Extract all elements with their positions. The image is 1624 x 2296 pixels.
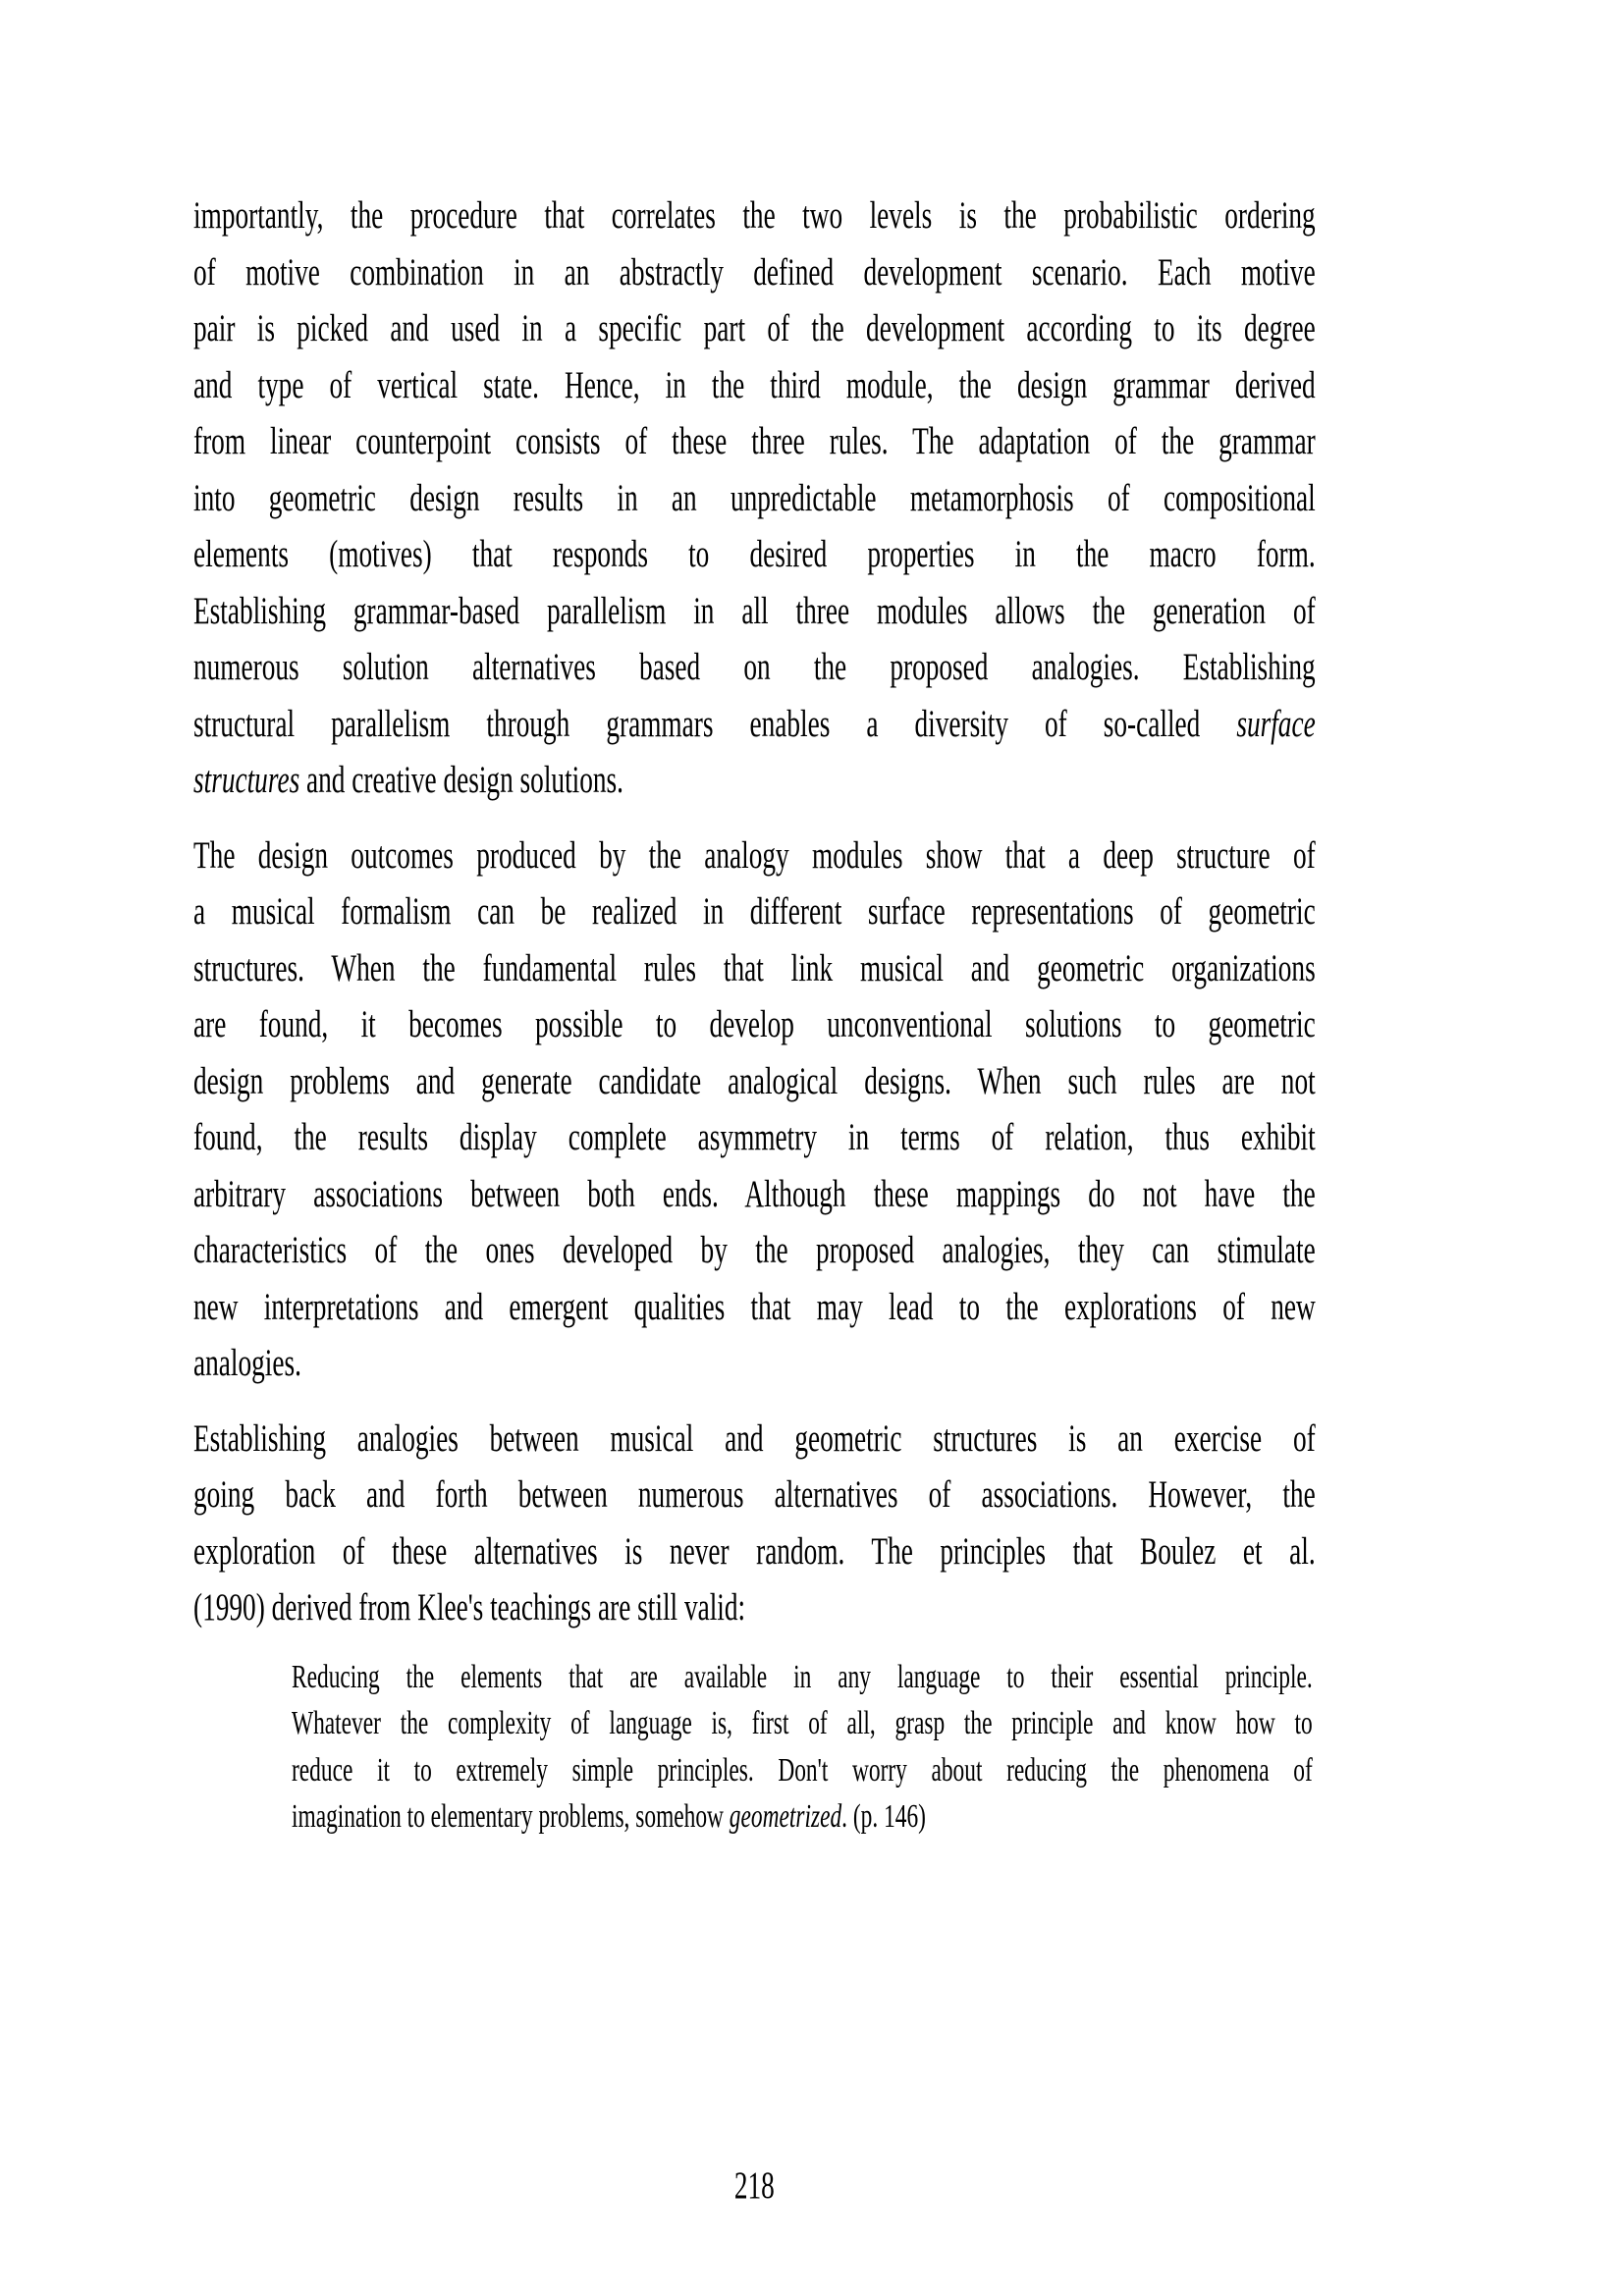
text-run: new interpretations and emergent qualities that may lead to the explorations of new bbox=[193, 1284, 1316, 1328]
text-run: of motive combination in an abstractly defined development scenario. Each motive bbox=[193, 249, 1316, 294]
paragraph bbox=[193, 184, 1316, 805]
text-run: arbitrary associations between both ends. Although these mappings do not have the bbox=[193, 1171, 1316, 1215]
text-run: structures. When the fundamental rules that link musical and geometric organizations bbox=[193, 945, 1316, 989]
italic-text: structures bbox=[193, 758, 300, 801]
text-run: Reducing the elements that are available in any language to their essential principle. bbox=[292, 1658, 1313, 1695]
text-run: The design outcomes produced by the analogy modules show that a deep structure of bbox=[193, 832, 1316, 877]
text-line bbox=[292, 1744, 1313, 1796]
text-line bbox=[193, 748, 1316, 811]
text-line bbox=[193, 522, 1316, 585]
text-run: going back and forth between numerous alternatives of associations. However, the bbox=[193, 1472, 1316, 1516]
text-line bbox=[193, 936, 1316, 999]
text-run: found, the results display complete asymmetry in terms of relation, thus exhibit bbox=[193, 1115, 1316, 1158]
text-run: importantly, the procedure that correlates the two levels is the probabilistic ordering bbox=[193, 193, 1316, 237]
text-line bbox=[193, 353, 1316, 416]
text-run: from linear counterpoint consists of these three rules. The adaptation of the grammar bbox=[193, 419, 1316, 462]
italic-text: surface bbox=[1236, 701, 1316, 745]
text-line bbox=[193, 635, 1316, 698]
text-line bbox=[193, 692, 1316, 755]
text-line bbox=[193, 409, 1316, 472]
text-run: imagination to elementary problems, somehow bbox=[292, 1797, 730, 1835]
page-number: 218 bbox=[733, 2163, 775, 2207]
text-run: characteristics of the ones developed by the proposed analogies, they can stimulate bbox=[193, 1228, 1316, 1271]
text-line bbox=[193, 1520, 1316, 1582]
text-line bbox=[193, 1463, 1316, 1525]
block-quote bbox=[292, 1651, 1316, 1838]
text-run: a musical formalism can be realized in different surface representations of geometric bbox=[193, 889, 1316, 933]
text-line bbox=[193, 1331, 1316, 1394]
text-line bbox=[193, 1275, 1316, 1338]
text-line bbox=[193, 1575, 1316, 1638]
text-run: structural parallelism through grammars enables a diversity of so-called bbox=[193, 701, 1237, 745]
text-run: and creative design solutions. bbox=[299, 758, 623, 801]
paragraph bbox=[193, 1407, 1316, 1632]
text-line bbox=[193, 579, 1316, 642]
text-line bbox=[193, 880, 1316, 942]
paragraph bbox=[193, 824, 1316, 1388]
text-run: pair is picked and used in a specific part of the development according to its degree bbox=[193, 306, 1316, 349]
text-line bbox=[193, 1162, 1316, 1225]
text-line bbox=[193, 240, 1316, 303]
italic-text: geometrized bbox=[729, 1797, 842, 1835]
text-run: elements (motives) that responds to desired properties in the macro form. bbox=[193, 532, 1316, 575]
text-line bbox=[193, 296, 1316, 359]
text-run: (1990) derived from Klee's teachings are still valid: bbox=[193, 1585, 746, 1629]
text-line bbox=[193, 1407, 1316, 1469]
text-line bbox=[193, 1218, 1316, 1281]
text-run: analogies. bbox=[193, 1341, 301, 1384]
text-run: exploration of these alternatives is never random. The principles that Boulez et al. bbox=[193, 1528, 1316, 1573]
text-line bbox=[193, 1049, 1316, 1112]
text-run: are found, it becomes possible to develop unconventional solutions to geometric bbox=[193, 1002, 1316, 1045]
text-line bbox=[193, 1105, 1316, 1168]
text-run: . (p. 146) bbox=[841, 1797, 926, 1835]
text-run: numerous solution alternatives based on the proposed analogies. Establishing bbox=[193, 645, 1316, 688]
text-run: design problems and generate candidate analogical designs. When such rules are not bbox=[193, 1058, 1316, 1102]
text-column bbox=[193, 184, 1316, 1838]
text-line bbox=[193, 466, 1316, 529]
text-run: and type of vertical state. Hence, in the third module, the design grammar derived bbox=[193, 362, 1316, 406]
text-line bbox=[193, 184, 1316, 246]
text-run: Whatever the complexity of language is, first of all, grasp the principle and know how to bbox=[292, 1704, 1313, 1741]
text-line bbox=[193, 992, 1316, 1055]
text-run: Establishing grammar-based parallelism in all three modules allows the generation of bbox=[193, 588, 1316, 632]
text-run: into geometric design results in an unpredictable metamorphosis of compositional bbox=[193, 475, 1316, 519]
text-run: reduce it to extremely simple principles. Don't worry about reducing the phenomena of bbox=[292, 1751, 1313, 1789]
text-line bbox=[292, 1651, 1313, 1703]
text-run: Establishing analogies between musical and geometric structures is an exercise of bbox=[193, 1415, 1316, 1460]
text-line bbox=[193, 824, 1316, 886]
text-line bbox=[292, 1697, 1313, 1749]
text-line bbox=[292, 1790, 1313, 1842]
